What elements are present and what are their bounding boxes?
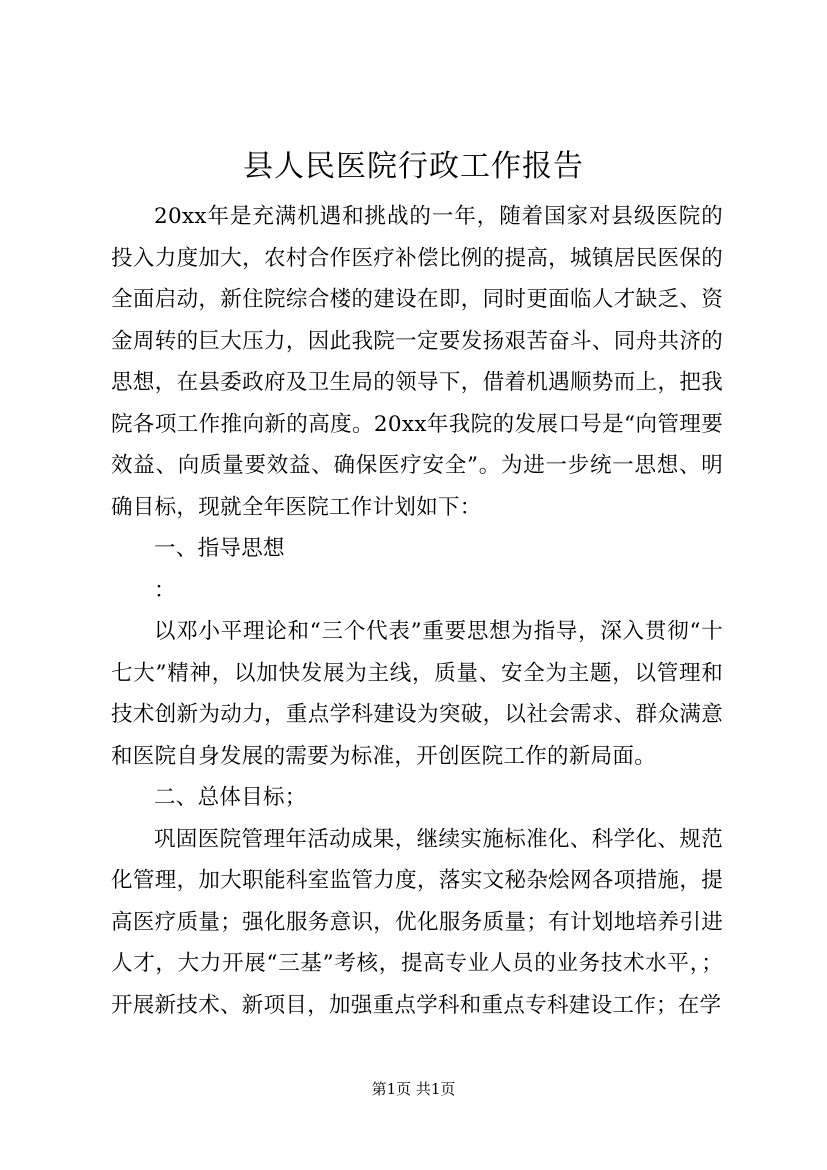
guiding-ideology-paragraph: 以邓小平理论和“三个代表”重要思想为指导，深入贯彻“十七大”精神，以加快发展为主线，质量、安全为主题，以管理和技术创新为动力，重点学科建设为突破，以社会需求、群众满意和医院自身发展的需要为标准，开创医院工作的新局面。 [111,619,723,769]
document-body [111,196,723,1026]
section-heading-guiding-ideology: 一、指导思想 [154,536,285,561]
page-footer: 第1页 共1页 [371,1080,456,1098]
section-colon: ： [154,577,176,603]
section-heading-overall-goals: 二、总体目标； [154,785,307,810]
intro-paragraph: 20xx年是充满机遇和挑战的一年，随着国家对县级医院的投入力度加大，农村合作医疗补偿比例的提高，城镇居民医保的全面启动，新住院综合楼的建设在即，同时更面临人才缺乏、资金周转的巨大压力，因此我院一定要发扬艰苦奋斗、同舟共济的思想，在县委政府及卫生局的领导下，借着机遇顺势而上，把我院各项工作推向新的高度。20xx年我院的发展口号是“向管理要效益、向质量要效益、确保医疗安全”。为进一步统一思想、明确目标，现就全年医院工作计划如下： [111,204,723,520]
overall-goals-paragraph: 巩固医院管理年活动成果，继续实施标准化、科学化、规范化管理，加大职能科室监管力度，落实文秘杂烩网各项措施，提高医疗质量；强化服务意识，优化服务质量；有计划地培养引进人才，大力开展“三基”考核，提高专业人员的业务技术水平，；开展新技术、新项目，加强重点学科和重点专科建设工作；在学 [111,826,723,1018]
document-title: 县人民医院行政工作报告 [243,149,584,184]
